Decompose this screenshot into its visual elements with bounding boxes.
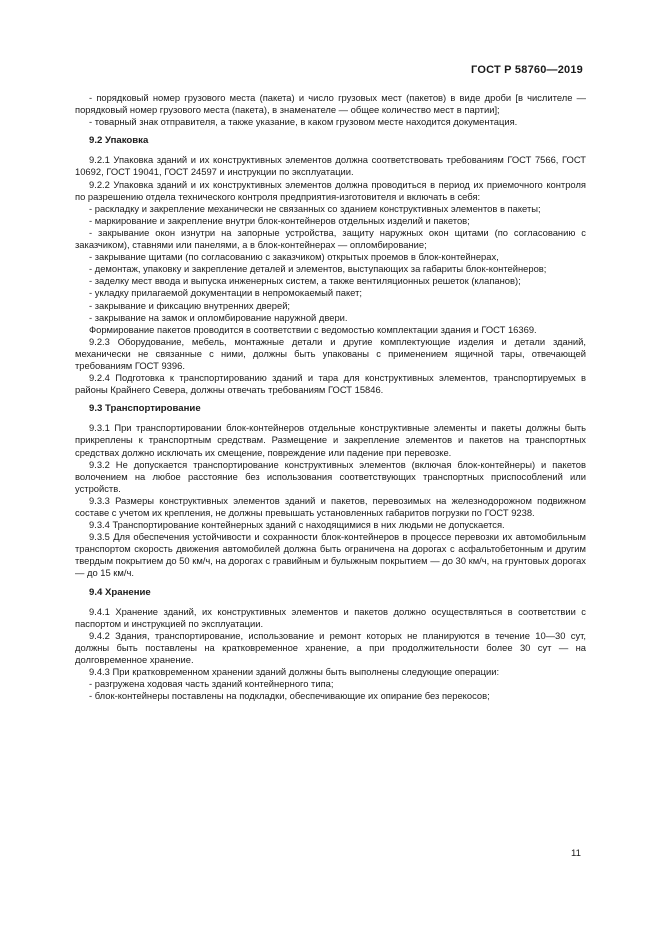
paragraph: - товарный знак отправителя, а также указание, в каком грузовом месте находится документация. — [89, 116, 518, 128]
paragraph: 9.4.2 Здания, транспортирование, использование и ремонт которых не планируются в течение 10—30 сут, должны быть поставлены на кратковременное хранение, а при продолжительности более 30 сут — на долговременное хранение. — [75, 629, 586, 666]
section-heading: 9.2 Упаковка — [89, 135, 149, 147]
paragraph: 9.2.1 Упаковка зданий и их конструктивных элементов должна соответствовать требованиям ГОСТ 7566, ГОСТ 10692, ГОСТ 19041, ГОСТ 24597 и инструкции по эксплуатации. — [75, 154, 586, 178]
document-header: ГОСТ Р 58760—2019 — [471, 64, 583, 76]
section-heading: 9.4 Хранение — [89, 586, 151, 598]
list-item: - закрывание окон изнутри на запорные устройства, защиту наружных окон щитами (по согласованию с заказчиком), ставнями или панелями, а в блок-контейнерах — опломбирование; — [75, 226, 586, 251]
paragraph: - порядковый номер грузового места (пакета) и число грузовых мест (пакетов) в виде дроби [в числителе — порядковый номер грузового места (пакета), в знаменателе — общее количество мест в партии]; — [75, 92, 586, 116]
paragraph: 9.3.1 При транспортировании блок-контейнеров отдельные конструктивные элементы и пакеты должны быть прикреплены к транспортным средствам. Размещение и закрепление элементов и пакетов на транспортных средствах должно исключать их смещение, повреждение или падение при перевозке. — [75, 422, 586, 458]
list-item: - заделку мест ввода и выпуска инженерных систем, а также вентиляционных решеток (клапанов); — [89, 275, 521, 287]
list-item: - укладку прилагаемой документации в непромокаемый пакет; — [89, 287, 362, 299]
list-item: - раскладку и закрепление механически не связанных со зданием конструктивных элементов в пакеты; — [89, 202, 541, 214]
paragraph: 9.3.2 Не допускается транспортирование конструктивных элементов (включая блок-контейнеры) и пакетов волочением на любое расстояние без использования соответствующих транспортных приспособлений или устройств. — [75, 458, 586, 494]
list-item: - закрывание на замок и опломбирование наружной двери. — [89, 311, 348, 323]
list-item: - маркирование и закрепление внутри блок-контейнеров отдельных изделий и пакетов; — [89, 214, 470, 226]
paragraph: 9.3.3 Размеры конструктивных элементов зданий и пакетов, перевозимых на железнодорожном подвижном составе с учетом их крепления, не должны превышать установленных габаритов погрузки по ГОСТ 9238. — [75, 494, 586, 518]
list-item: - разгружена ходовая часть зданий контейнерного типа; — [89, 678, 334, 690]
paragraph: Формирование пакетов проводится в соответствии с ведомостью комплектации здания и ГОСТ 16369. — [89, 323, 537, 335]
paragraph: 9.4.3 При кратковременном хранении зданий должны быть выполнены следующие операции: — [89, 666, 500, 678]
list-item: - закрывание щитами (по согласованию с заказчиком) открытых проемов в блок-контейнерах, — [89, 251, 499, 263]
list-item: - демонтаж, упаковку и закрепление деталей и элементов, выступающих за габариты блок-контейнеров; — [89, 263, 547, 275]
list-item: - блок-контейнеры поставлены на подкладки, обеспечивающие их опирание без перекосов; — [89, 690, 490, 702]
paragraph: 9.2.4 Подготовка к транспортированию зданий и тара для конструктивных элементов, транспортируемых в районы Крайнего Севера, должны отвечать требованиям ГОСТ 15846. — [75, 372, 586, 396]
paragraph: 9.2.3 Оборудование, мебель, монтажные детали и другие комплектующие изделия и детали зданий, механически не связанные с ними, должны быть упакованы с применением ящичной тары, отвечающей требованиям ГОСТ 9396. — [75, 335, 586, 371]
paragraph: 9.2.2 Упаковка зданий и их конструктивных элементов должна проводиться в период их приемочного контроля по разрешению отдела технического контроля предприятия-изготовителя и включать в себя: — [75, 178, 586, 202]
paragraph: 9.3.5 Для обеспечения устойчивости и сохранности блок-контейнеров в процессе перевозки их автомобильным транспортом скорость движения автомобилей должна быть ограничена на дорогах с асфальтобетонным и другим твердым покрытием до 50 км/ч, на дорогах с гравийным и булыжным покрытием — до 30 км/ч, на грунтовых дорогах — до 15 км/ч. — [75, 531, 586, 579]
page-number: 11 — [571, 848, 581, 859]
paragraph: 9.4.1 Хранение зданий, их конструктивных элементов и пакетов должно осуществляться в соответствии с паспортом и инструкцией по эксплуатации. — [75, 605, 586, 629]
list-item: - закрывание и фиксацию внутренних дверей; — [89, 299, 291, 311]
section-heading: 9.3 Транспортирование — [89, 403, 201, 415]
document-body — [75, 92, 586, 702]
paragraph: 9.3.4 Транспортирование контейнерных зданий с находящимися в них людьми не допускается. — [89, 519, 505, 531]
